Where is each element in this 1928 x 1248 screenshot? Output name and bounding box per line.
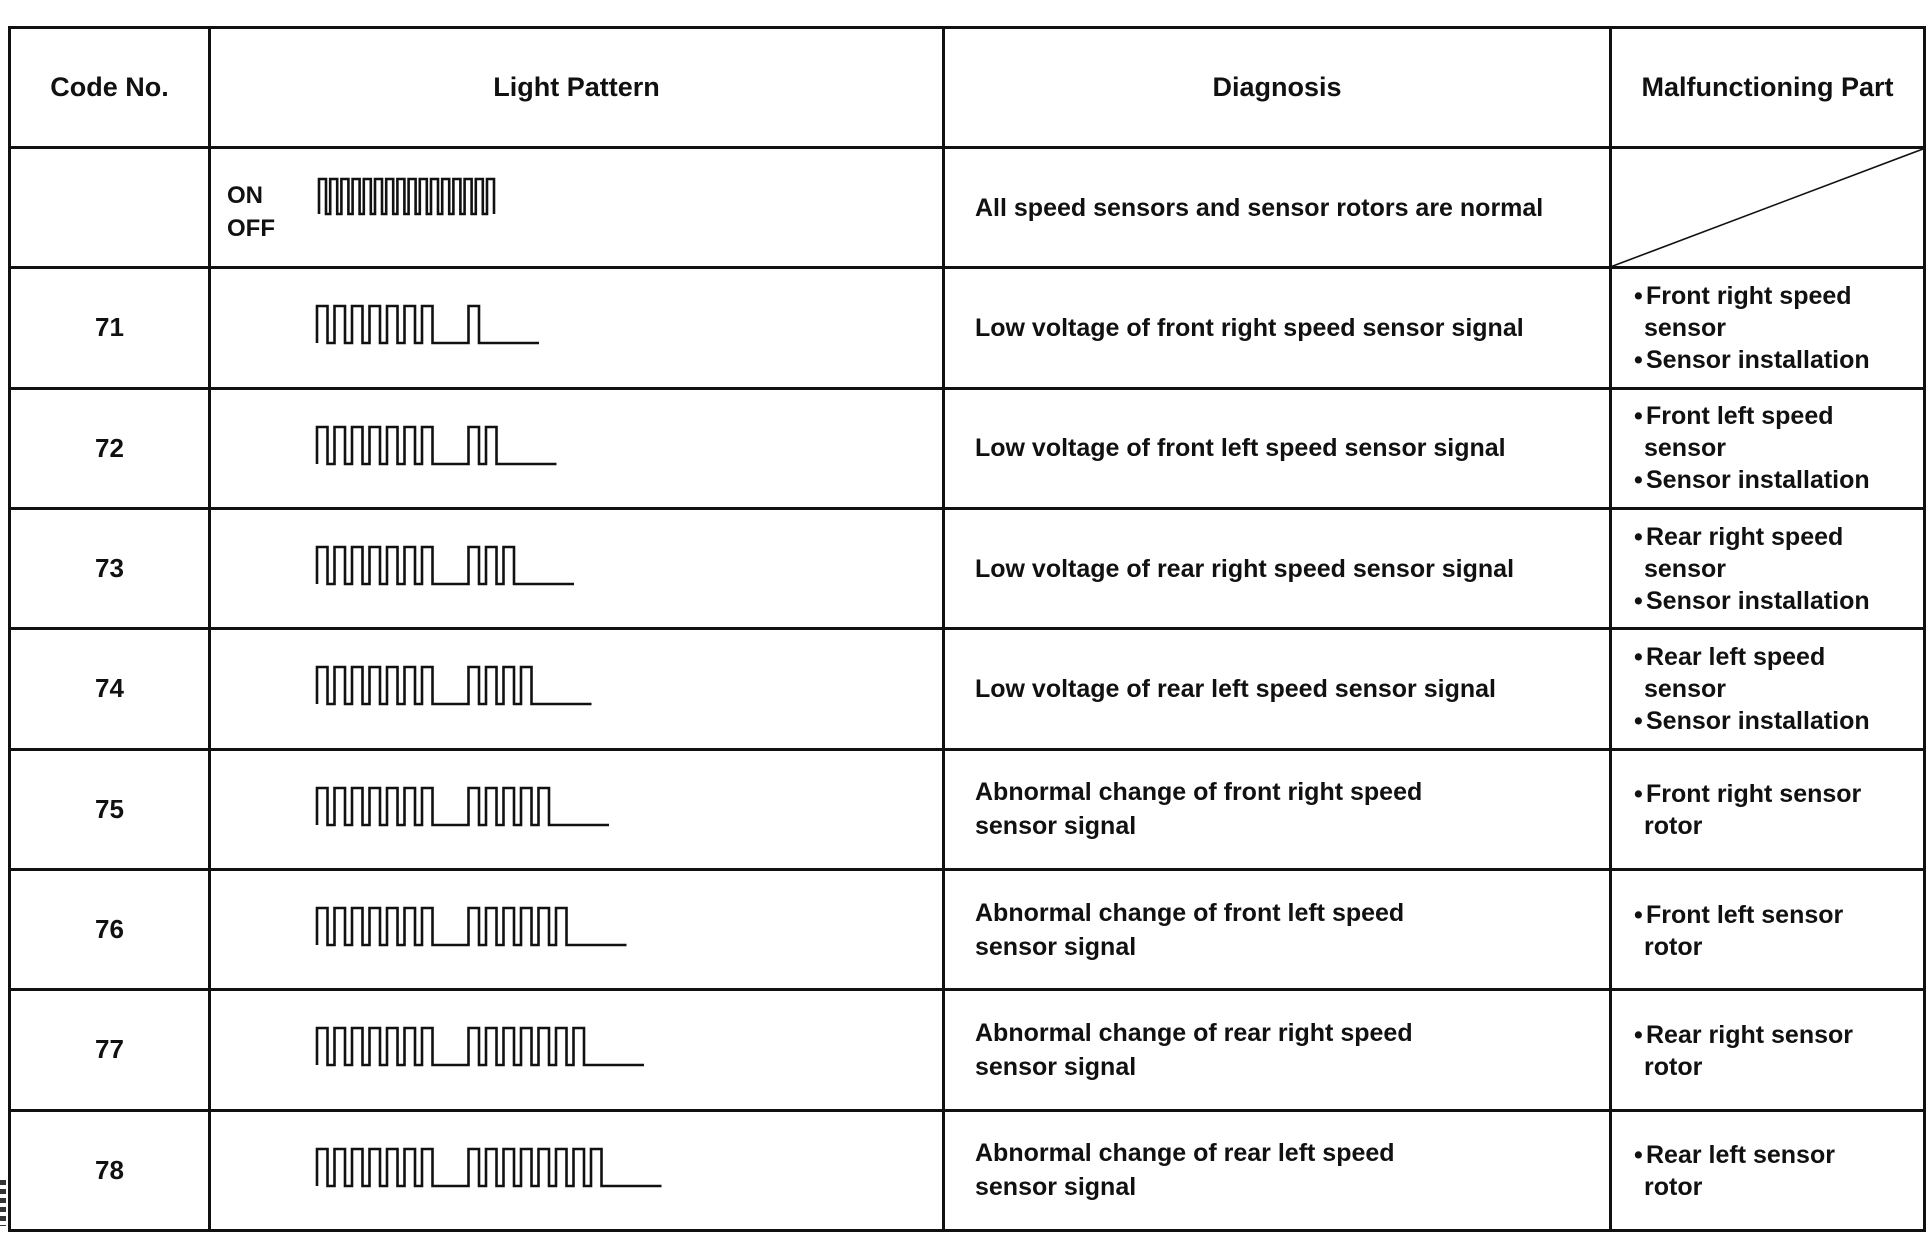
- code-row: [10, 388, 1925, 508]
- diagnostic-code-table: [8, 26, 1926, 1232]
- light-pattern-cell: [210, 268, 944, 388]
- pulse-trace: [317, 1149, 662, 1186]
- part-line: Sensor installation: [1646, 586, 1870, 615]
- diagonal-slash: [1612, 149, 1923, 266]
- bullet-icon: •: [1634, 900, 1643, 929]
- light-pattern-waveform: [211, 871, 942, 988]
- part-item: [1622, 779, 1923, 809]
- code-number: 77: [10, 990, 210, 1110]
- bullet-icon: •: [1634, 281, 1643, 310]
- part-line-continued: sensor: [1644, 434, 1726, 463]
- code-row: [10, 1110, 1925, 1230]
- bullet-icon: •: [1634, 1020, 1643, 1049]
- bullet-icon: •: [1634, 522, 1643, 551]
- light-pattern-waveform: [211, 1112, 942, 1229]
- code-row: [10, 990, 1925, 1110]
- part-item: [1622, 586, 1923, 616]
- diagnosis-line: Abnormal change of front right speed: [975, 778, 1423, 807]
- pulse-trace: [317, 667, 592, 704]
- malfunctioning-part-cell: [1611, 990, 1925, 1110]
- light-pattern-waveform: [211, 510, 942, 627]
- light-pattern-waveform: [211, 751, 942, 868]
- header-code: Code No.: [10, 28, 210, 148]
- header-row: [10, 28, 1925, 148]
- malfunctioning-part-cell: [1611, 388, 1925, 508]
- pulse-trace: [317, 1028, 644, 1065]
- code-row: [10, 268, 1925, 388]
- part-line: Rear right speed: [1646, 522, 1844, 551]
- diagnosis-line: sensor signal: [975, 1173, 1137, 1202]
- code-number: 71: [10, 268, 210, 388]
- diagnosis-line: Low voltage of rear right speed sensor signal: [975, 554, 1515, 583]
- bullet-icon: •: [1634, 780, 1643, 809]
- code-number: 75: [10, 749, 210, 869]
- part-line: Rear left speed: [1646, 642, 1826, 671]
- diagnosis-line: Abnormal change of rear right speed: [975, 1018, 1413, 1047]
- diagnosis-text: [944, 268, 1611, 388]
- diagnosis-text: [944, 629, 1611, 749]
- part-line: Rear right sensor: [1646, 1020, 1854, 1049]
- off-label: OFF: [227, 215, 275, 242]
- malfunctioning-part-cell: [1611, 508, 1925, 628]
- part-item: [1622, 281, 1923, 311]
- pulse-trace: [319, 179, 494, 214]
- diagnosis-text: [944, 1110, 1611, 1230]
- diagnosis-text: [944, 749, 1611, 869]
- malfunctioning-part-cell: [1611, 268, 1925, 388]
- part-line: Front right speed: [1646, 281, 1852, 310]
- light-pattern-cell: [210, 1110, 944, 1230]
- part-line-continued: sensor: [1644, 674, 1726, 703]
- bullet-icon: •: [1634, 1141, 1643, 1170]
- malfunctioning-part-cell: [1611, 1110, 1925, 1230]
- malfunctioning-part-cell: [1611, 629, 1925, 749]
- light-pattern-waveform: [211, 991, 942, 1108]
- header-light-pattern: Light Pattern: [210, 28, 944, 148]
- part-line-continued: sensor: [1644, 554, 1726, 583]
- header-diagnosis: Diagnosis: [944, 28, 1611, 148]
- part-line: Front left sensor: [1646, 900, 1844, 929]
- bullet-icon: •: [1634, 706, 1643, 735]
- bullet-icon: •: [1634, 402, 1643, 431]
- light-pattern-cell: [210, 388, 944, 508]
- code-row: [10, 629, 1925, 749]
- pulse-trace: [317, 306, 539, 343]
- bullet-icon: •: [1634, 642, 1643, 671]
- pulse-trace: [317, 788, 609, 825]
- part-line-continued: rotor: [1644, 1052, 1703, 1081]
- part-item: [1622, 642, 1923, 672]
- light-pattern-cell: [210, 869, 944, 989]
- normal-code-cell: [10, 148, 210, 268]
- code-number: 76: [10, 869, 210, 989]
- diagnosis-text: [944, 508, 1611, 628]
- part-item: [1622, 1020, 1923, 1050]
- part-item: [1622, 345, 1923, 375]
- code-row: [10, 869, 1925, 989]
- on-label: ON: [227, 182, 263, 209]
- part-line: Sensor installation: [1646, 466, 1870, 495]
- light-pattern-waveform: [211, 269, 942, 386]
- part-line: Front left speed: [1646, 402, 1834, 431]
- code-number: 73: [10, 508, 210, 628]
- part-line-continued: sensor: [1644, 313, 1726, 342]
- malfunctioning-part-cell: [1611, 869, 1925, 989]
- bullet-icon: •: [1634, 345, 1643, 374]
- part-line: Rear left sensor: [1646, 1141, 1835, 1170]
- diagnosis-text: [944, 388, 1611, 508]
- diagnosis-line: Abnormal change of rear left speed: [975, 1139, 1395, 1168]
- part-line: Sensor installation: [1646, 706, 1870, 735]
- code-row: [10, 508, 1925, 628]
- malfunctioning-part-cell: [1611, 749, 1925, 869]
- code-number: 72: [10, 388, 210, 508]
- normal-pulse-waveform: [211, 149, 942, 266]
- diagnosis-line: Abnormal change of front left speed: [975, 898, 1405, 927]
- pulse-trace: [317, 908, 627, 945]
- bullet-icon: •: [1634, 466, 1643, 495]
- part-item: [1622, 900, 1923, 930]
- light-pattern-waveform: [211, 630, 942, 747]
- light-pattern-cell: [210, 629, 944, 749]
- diagnosis-line: Low voltage of front right speed sensor signal: [975, 313, 1524, 342]
- part-line: Front right sensor: [1646, 780, 1862, 809]
- diagnosis-line: sensor signal: [975, 1052, 1137, 1081]
- code-row: [10, 749, 1925, 869]
- diagnosis-line: Low voltage of front left speed sensor signal: [975, 434, 1506, 463]
- normal-diagnosis: All speed sensors and sensor rotors are normal: [944, 148, 1611, 268]
- diagnosis-line: Low voltage of rear left speed sensor signal: [975, 674, 1496, 703]
- normal-row: [10, 148, 1925, 268]
- header-malfunctioning-part: Malfunctioning Part: [1611, 28, 1925, 148]
- part-item: [1622, 706, 1923, 736]
- light-pattern-cell: [210, 508, 944, 628]
- code-number: 78: [10, 1110, 210, 1230]
- light-pattern-cell: [210, 990, 944, 1110]
- diagnosis-line: sensor signal: [975, 932, 1137, 961]
- part-item: [1622, 522, 1923, 552]
- part-line-continued: rotor: [1644, 1173, 1703, 1202]
- part-line-continued: rotor: [1644, 812, 1703, 841]
- part-item: [1622, 1140, 1923, 1170]
- page-edge-mark: [0, 1180, 6, 1226]
- code-number: 74: [10, 629, 210, 749]
- part-line-continued: rotor: [1644, 932, 1703, 961]
- normal-part-cell-empty: [1611, 148, 1925, 268]
- part-item: [1622, 465, 1923, 495]
- light-pattern-waveform: [211, 390, 942, 507]
- light-pattern-cell: [210, 749, 944, 869]
- part-line: Sensor installation: [1646, 345, 1870, 374]
- normal-pattern-cell: [210, 148, 944, 268]
- part-item: [1622, 401, 1923, 431]
- bullet-icon: •: [1634, 586, 1643, 615]
- diagnosis-text: [944, 869, 1611, 989]
- diagnosis-text: [944, 990, 1611, 1110]
- diagnosis-line: sensor signal: [975, 812, 1137, 841]
- pulse-trace: [317, 547, 574, 584]
- pulse-trace: [317, 427, 557, 464]
